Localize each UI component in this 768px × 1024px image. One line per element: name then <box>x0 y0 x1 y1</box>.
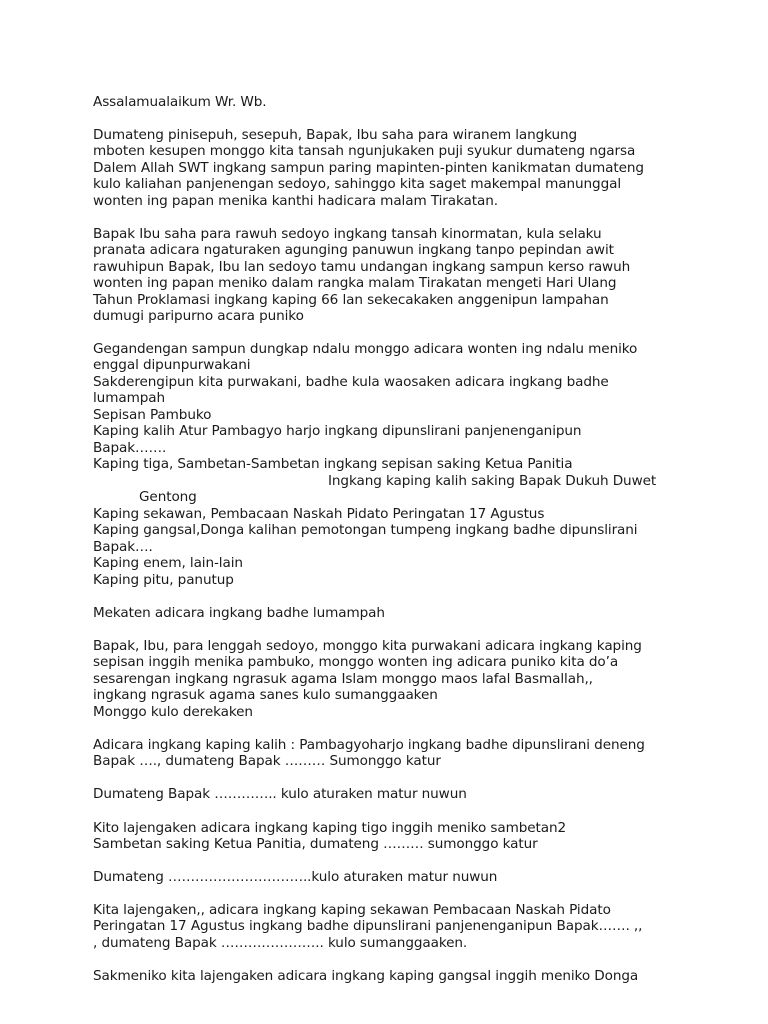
paragraph-3-line-14: Kaping enem, lain-lain <box>93 555 243 571</box>
paragraph-1-line-1: Dumateng pinisepuh, sesepuh, Bapak, Ibu saha para wiranem langkung <box>93 127 578 143</box>
paragraph-10-line-1: Kita lajengaken,, adicara ingkang kaping sekawan Pembacaan Naskah Pidato <box>93 902 611 918</box>
paragraph-3-line-2: enggal dipunpurwakani <box>93 357 251 373</box>
paragraph-2-line-3: rawuhipun Bapak, Ibu lan sedoyo tamu undangan ingkang sampun kerso rawuh <box>93 259 631 275</box>
paragraph-3-line-10: Gentong <box>139 489 197 505</box>
greeting-line: Assalamualaikum Wr. Wb. <box>93 94 267 110</box>
paragraph-6-line-1: Adicara ingkang kaping kalih : Pambagyoharjo ingkang badhe dipunslirani deneng <box>93 737 645 753</box>
paragraph-2-line-2: pranata adicara ngaturaken agunging panuwun ingkang tanpo pepindan awit <box>93 242 614 258</box>
paragraph-3-line-5: Sepisan Pambuko <box>93 407 212 423</box>
paragraph-10-line-3: , dumateng Bapak ………………….. kulo sumanggaaken. <box>93 935 468 951</box>
paragraph-8-line-1: Kito lajengaken adicara ingkang kaping tigo inggih meniko sambetan2 <box>93 820 567 836</box>
paragraph-5-line-1: Bapak, Ibu, para lenggah sedoyo, monggo kita purwakani adicara ingkang kaping <box>93 638 642 654</box>
paragraph-4-line-1: Mekaten adicara ingkang badhe lumampah <box>93 605 385 621</box>
paragraph-9-line-1: Dumateng …………………………..kulo aturaken matur nuwun <box>93 869 498 885</box>
paragraph-6-line-2: Bapak …., dumateng Bapak ……… Sumonggo katur <box>93 753 441 769</box>
paragraph-3-line-13: Bapak…. <box>93 539 153 555</box>
paragraph-3-line-12: Kaping gangsal,Donga kalihan pemotongan tumpeng ingkang badhe dipunslirani <box>93 522 638 538</box>
paragraph-1-line-5: wonten ing papan menika kanthi hadicara malam Tirakatan. <box>93 193 498 209</box>
paragraph-8-line-2: Sambetan saking Ketua Panitia, dumateng ……… sumonggo katur <box>93 836 538 852</box>
paragraph-2-line-6: dumugi paripurno acara puniko <box>93 308 304 324</box>
paragraph-5-line-5: Monggo kulo derekaken <box>93 704 253 720</box>
paragraph-3-line-11: Kaping sekawan, Pembacaan Naskah Pidato Peringatan 17 Agustus <box>93 506 545 522</box>
paragraph-1-line-3: Dalem Allah SWT ingkang sampun paring mapinten-pinten kanikmatan dumateng <box>93 160 644 176</box>
paragraph-11-line-1: Sakmeniko kita lajengaken adicara ingkang kaping gangsal inggih meniko Donga <box>93 968 639 984</box>
paragraph-5-line-3: sesarengan ingkang ngrasuk agama Islam monggo maos lafal Basmallah,, <box>93 671 593 687</box>
paragraph-2-line-1: Bapak Ibu saha para rawuh sedoyo ingkang tansah kinormatan, kula selaku <box>93 226 602 242</box>
paragraph-7-line-1: Dumateng Bapak ………….. kulo aturaken matur nuwun <box>93 786 467 802</box>
paragraph-3-line-8: Kaping tiga, Sambetan-Sambetan ingkang sepisan saking Ketua Panitia <box>93 456 573 472</box>
paragraph-1-line-2: mboten kesupen monggo kita tansah ngunjukaken puji syukur dumateng ngarsa <box>93 143 636 159</box>
paragraph-5-line-4: ingkang ngrasuk agama sanes kulo sumanggaaken <box>93 687 438 703</box>
paragraph-1-line-4: kulo kaliahan panjenengan sedoyo, sahinggo kita saget makempal manunggal <box>93 176 622 192</box>
paragraph-3-line-1: Gegandengan sampun dungkap ndalu monggo adicara wonten ing ndalu meniko <box>93 341 638 357</box>
paragraph-3-line-7: Bapak……. <box>93 440 167 456</box>
paragraph-3-line-3: Sakderengipun kita purwakani, badhe kula waosaken adicara ingkang badhe <box>93 374 609 390</box>
paragraph-3-line-15: Kaping pitu, panutup <box>93 572 234 588</box>
paragraph-3-line-4: lumampah <box>93 390 165 406</box>
paragraph-10-line-2: Peringatan 17 Agustus ingkang badhe dipunslirani panjenenganipun Bapak……. ,, <box>93 918 643 934</box>
paragraph-2-line-4: wonten ing papan meniko dalam rangka malam Tirakatan mengeti Hari Ulang <box>93 275 617 291</box>
paragraph-5-line-2: sepisan inggih menika pambuko, monggo wonten ing adicara puniko kita do’a <box>93 654 619 670</box>
paragraph-3-line-9: Ingkang kaping kalih saking Bapak Dukuh Duwet <box>328 473 657 489</box>
paragraph-3-line-6: Kaping kalih Atur Pambagyo harjo ingkang dipunslirani panjenenganipun <box>93 423 582 439</box>
paragraph-2-line-5: Tahun Proklamasi ingkang kaping 66 lan sekecakaken anggenipun lampahan <box>93 292 609 308</box>
